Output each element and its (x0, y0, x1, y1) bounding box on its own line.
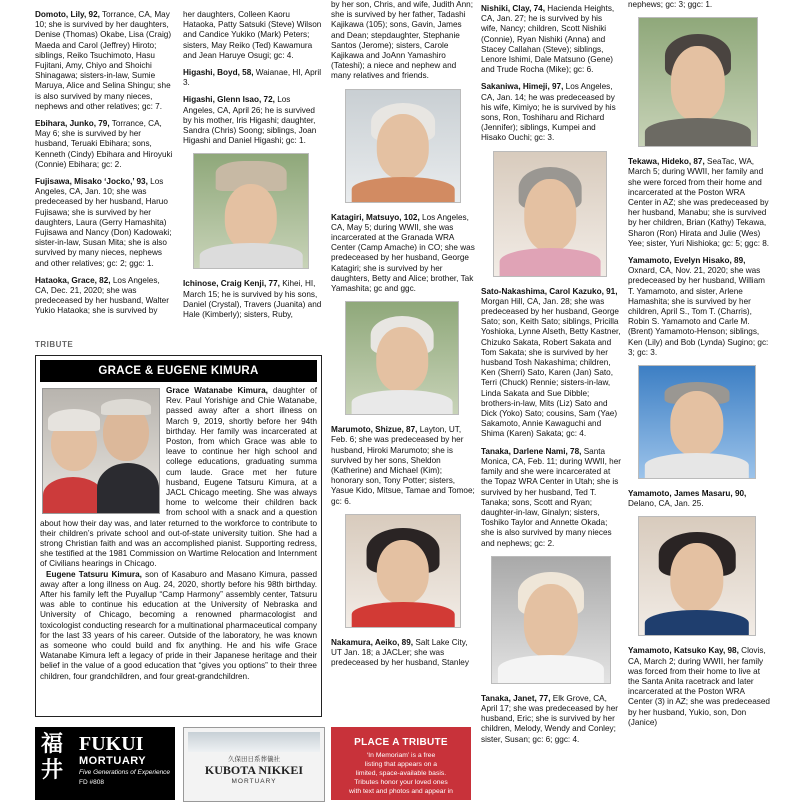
place-tribute-line: ‘In Memoriam’ is a free (366, 752, 436, 759)
obituary-column-1 (35, 10, 175, 324)
obituary-name: Ebihara, Junko, 79, (35, 119, 110, 129)
obituary-entry (481, 694, 621, 745)
obituary-text: Waianae, HI, April 3. (183, 68, 322, 88)
obituary-entry (35, 276, 175, 317)
obituary-entry (628, 489, 770, 509)
obituary-text: Los Angeles, CA, May 5; during WWII, she was incarcerated at the Granada WRA Center (Camp Amache) in CO; she was predeceased by her husband, George Katagiri; she is survived by her daughters, Betty and Alice; brother, Tak Yamashita; gc and ggc. (331, 212, 475, 294)
obituary-text: Layton, UT, Feb. 6; she was predeceased by her husband, Hiroki Marumoto; she is survived by her sons, Sheldon (Katherine) and Michael (Kim); honorary son, Tony Potter; sisters, Yasue Kido, Mitsue, Tamae and Tomoe; gc: 6. (331, 425, 475, 506)
obituary-entry (628, 256, 770, 358)
obituary-entry (481, 4, 621, 75)
portrait-photo (638, 365, 756, 479)
tribute-body (36, 386, 321, 682)
place-tribute-line: listing that appears on a (364, 761, 438, 768)
kubota-kanji: 久保田日系葬儀社 (228, 755, 280, 763)
place-tribute-line: with text and photos and appear in (349, 788, 453, 795)
obituary-entry (35, 177, 175, 269)
fukui-tagline: Five Generations of Experience (79, 769, 171, 776)
couple-photo (42, 388, 160, 514)
kubota-banner-image (188, 732, 320, 752)
portrait-photo (193, 153, 309, 269)
obituary-text: Salt Lake City, UT Jan. 18; a JACLer; she was predeceased by her husband, Stanley (331, 637, 469, 668)
tribute-text: daughter of Rev. Paul Yorishige and Chie Watanabe, passed away after a short illness on March 9, 2019, shortly before her 94th birthday. Her family was incarcerated at Poston, from which Grace was able to leave to continue her high school and college educations, graduating summa cum laude. Grace met her future husband, Eugene Tatsuru Kimura, at a JACL Chicago meeting. She was always home to welcome their children back from school with a snack and a question about how their day was, and later returned to the workforce to contribute to their children’s private school and out-of-state university tuition. She had a strong Christian faith and was an accomplished pianist. Supporting redress, she testified at the 1981 Commission on Wartime Relocation and Internment of Civilians hearings in Chicago. (40, 386, 317, 569)
obituary-column-2 (183, 10, 323, 327)
obituary-name: Higashi, Boyd, 58, (183, 68, 254, 78)
obituary-name: Katagiri, Matsuyo, 102, (331, 212, 420, 222)
place-tribute-line: Tributes honor your loved ones (354, 779, 448, 786)
kubota-name: KUBOTA NIKKEI (204, 763, 304, 777)
obituary-name: Yamamoto, Evelyn Hisako, 89, (628, 256, 746, 266)
portrait-photo (638, 516, 756, 636)
obituary-text: Torrance, CA, May 10; she is survived by her daughters, Denise (Thomas) Okabe, Lisa (Craig) Maeda and Carol (Jeffrey) Hiroto; siblings, Reiko Tsuchimoto, Hasu Fujitani, Amy, Chiyo and Shoichi Shinagawa; sisters-in-law, Sumie Maruya, Alice and Selina Shingu; she is also survived by many nieces, nephews and other relatives; gc: 7. (35, 10, 172, 111)
tribute-name: Eugene Tatsuru Kimura, (46, 569, 142, 579)
obituary-text: Los Angeles, CA, Jan. 14; he was predeceased by his wife, Kimiyo; he is survived by his sons, Ron, Toshiharu and Richard (Jennifer); siblings, Kumpei and Hisako Ouchi; gc: 3. (481, 82, 616, 143)
obituary-text: her daughters, Colleen Kaoru Hataoka, Patty Satsuki (Steve) Wilson and Candice Yukiko (Mark) Peters; sisters, May Reiko (Ted) Kawamura and Jean Haruye Osugi; gc: 4. (183, 10, 322, 60)
kubota-nikkei-ad[interactable] (183, 727, 325, 802)
obituary-entry (481, 82, 621, 143)
obituary-text: Oxnard, CA, Nov. 21, 2020; she was predeceased by her husband, William T. Yamamoto, and sister, Arlene Hamashita; she is survived by her children, April S., Tom T. (Charris), Robin S. Yamamoto and Carle M. (Brent) Yamamoto-Henson; siblings, Ken (Lily) and Bob (Lynda) Sugino; gc: 3; gc: 3. (628, 266, 769, 357)
portrait-photo (491, 556, 611, 684)
portrait-photo (493, 151, 607, 277)
kubota-sub: MORTUARY (231, 778, 277, 785)
obituary-entry (331, 213, 476, 295)
obituary-text: Kihei, HI, March 15; he is survived by his sons, Daniel (Crystal), Travers (Juanita) and Hale (Kimberly); sisters, Ruby, (183, 279, 322, 320)
obituary-name: Tekawa, Hideko, 87, (628, 157, 705, 167)
obituary-name: Yamamoto, Katsuko Kay, 98, (628, 646, 739, 656)
obituary-entry (183, 95, 323, 146)
obituary-name: Yamamoto, James Masaru, 90, (628, 489, 747, 499)
fukui-kanji-logo: 福井 (41, 731, 64, 783)
obituary-text: Torrance, CA, May 6; she is survived by her husband, Teruaki Ebihara; sons, Kenneth (Cindy) Ebihara and Hiroyuki (Connie) Ebihara; gc: 2. (35, 119, 173, 169)
obituary-text: Los Angeles, CA, Dec. 21, 2020; she was predeceased by her husband, Walter Yukio Hataoka; she is survived by (35, 275, 169, 316)
obituary-name: Tanaka, Janet, 77, (481, 693, 551, 703)
place-tribute-line: limited, space-available basis. (355, 770, 447, 777)
obituary-column-4 (481, 4, 621, 752)
tribute-box (35, 355, 322, 717)
portrait-photo (345, 301, 459, 415)
section-label: TRIBUTE (35, 340, 74, 349)
fukui-fd: FD #808 (79, 779, 104, 786)
obituary-name: Nishiki, Clay, 74, (481, 4, 546, 13)
tribute-text: son of Kasaburo and Masano Kimura, passed away after a long illness on Aug. 24, 2020, shortly before his 98th birthday. After his family left the Puyallup “Camp Harmony” assembly center, Tatsuru was able to continue his education at the University of Nebraska and University of Chicago, becoming a renowned pharmacologist and toxicologist conducting research for a multinational pharmaceutical company for the last 33 years of his career. Outside of the laboratory, he was known as someone who could build and fix anything. He and his wife Grace Watanabe Kimura left a legacy of pride in their Japanese heritage and their belief in the value of a good education that “gives you options” to their three children, four grandchildren, and four great-grandchildren. (40, 569, 317, 681)
obituary-entry (628, 646, 770, 728)
obituary-name: Sakaniwa, Himeji, 97, (481, 82, 564, 92)
obituary-name: Domoto, Lily, 92, (35, 10, 100, 19)
obituary-column-3 (331, 0, 476, 675)
obituary-entry (331, 425, 476, 507)
obituary-name: Fujisawa, Misako ‘Jocko,’ 93, (35, 177, 148, 187)
obituary-text: Elk Grove, CA, April 17; she was predeceased by her husband, Eric; she is survived by her children, Melody, Wendy and Conley; sister, Susan; gc: 6; ggc: 4. (481, 693, 618, 744)
obituary-text: Morgan Hill, CA, Jan. 28; she was predeceased by her husband, George Sato; son, Keith Sato; siblings, Pricilla Yoshioka, Lynne Alseth, Betty Kastner, Chizuko Sakata, Robert Sakata and Tom Sakata; she is survived by her husband Tosh Nakashima; children, Ken (Sherri) Sato, Karen (Jan) Sato, Terri (Chuck) Rennie; sisters-in-law, Linda Sakata and Sue Dibble; brothers-in-law, Mits (Liz) Sato and Dick (Yoko) Sato; cousins, Sam (Yae) Sakamoto, Annie Kawaguchi and Shima (Karen) Sakata; gc: 4. (481, 296, 621, 439)
obituary-text: Santa Monica, CA, Feb. 11; during WWII, her family and she were incarcerated at the Topaz WRA Center in Utah; she is survived by her husband, Ted T. Tanaka; sons, Scott and Ryan; daughter-in-law, Ginalyn; sisters, Toshiko Taylor and Annette Okada; she is also survived by many nieces and nephews; gc: 2. (481, 446, 621, 548)
place-tribute-title: PLACE A TRIBUTE (354, 737, 448, 748)
obituary-entry (628, 157, 770, 249)
fukui-mortuary-ad[interactable] (35, 727, 175, 800)
fukui-name: FUKUI (79, 733, 144, 755)
obituary-name: Ichinose, Craig Kenji, 77, (183, 279, 280, 289)
obituary-text: SeaTac, WA, March 5; during WWII, her family and she were forced from their home and incarcerated at the Poston WRA Center in AZ; she was predeceased by her husband, Manabu; she is survived by her children, Brian (Kathy) Tekawa, Sharon (Ron) Hirata and Julie (Wes) Yee; sister, Yuri Nishioka; gc: 5; ggc: 8. (628, 157, 770, 248)
obituary-name: Nakamura, Aeiko, 89, (331, 637, 414, 647)
obituary-name: Higashi, Glenn Isao, 72, (183, 95, 275, 105)
tribute-paragraph (40, 570, 317, 682)
obituary-text: Hacienda Heights, CA, Jan. 27; he is survived by his wife, Nancy; children, Scott Nishiki (Connie), Ryan Nishiki (Anna) and Stacey Callahan (Steve); siblings, Lenore Ishimi, Dale Matsuno (Gene) and Trude Rocha (Mike); gc: 6. (481, 4, 615, 75)
tribute-name: Grace Watanabe Kimura, (166, 386, 268, 395)
obituary-name: Sato-Nakashima, Carol Kazuko, 91, (481, 286, 618, 296)
obituary-entry (35, 119, 175, 170)
tribute-heading: GRACE & EUGENE KIMURA (40, 360, 317, 382)
obituary-entry (35, 10, 175, 112)
fukui-sub: MORTUARY (79, 755, 147, 767)
place-a-tribute-ad[interactable] (331, 727, 471, 800)
portrait-photo (345, 514, 461, 628)
obituary-text: Delano, CA, Jan. 25. (628, 499, 704, 509)
obituary-entry (481, 447, 621, 549)
obituary-entry: nephews; gc: 3; ggc: 1. (628, 0, 713, 9)
obituary-name: Marumoto, Shizue, 87, (331, 425, 418, 435)
obituary-entry: by her son, Chris, and wife, Judith Ann; she is survived by her father, Tadashi Kajikawa (105); sons, Gavin, James and Dean; stepdaughter, Stephanie Santos (Jerome); sisters, Carole Kajikawa and JoAnn Yamashiro (Tateshi); a niece and nephew and many relatives and friends. (331, 0, 473, 81)
obituary-name: Hataoka, Grace, 82, (35, 275, 111, 285)
obituary-entry (481, 287, 621, 440)
obituary-entry (183, 279, 323, 320)
obituary-name: Tanaka, Darlene Nami, 78, (481, 446, 582, 456)
obituary-text: Los Angeles, CA, April 26; he is survived by his mother, Iris Higashi; daughter, Sandra (Chris) Soong; siblings, Joan Higashi and Daniel Higashi; gc: 1. (183, 95, 317, 146)
obituary-text: Clovis, CA, March 2; during WWII, her family was forced from their home to live at the Santa Anita racetrack and later incarcerated at the Poston WRA Center (3) in AZ; she was predeceased by her husband, Yukio, son, Don (Janice) (628, 646, 770, 727)
obituary-entry (183, 10, 323, 61)
obituary-column-5 (628, 0, 770, 735)
obituary-entry (183, 68, 323, 88)
obituary-entry (331, 638, 476, 669)
portrait-photo (638, 17, 758, 147)
obituary-text: Los Angeles, CA, Jan. 10; she was predeceased by her husband, Haruo Fujisawa; she is survived by her daughters, Laura (Gerry Hamashita) Fujisawa and Nancy (Don) Kadowaki; sister-in-law, Susan Mita; she is also survived by many nieces, nephews and other relatives; gc: 2; ggc: 1. (35, 177, 172, 268)
portrait-photo (345, 89, 461, 203)
